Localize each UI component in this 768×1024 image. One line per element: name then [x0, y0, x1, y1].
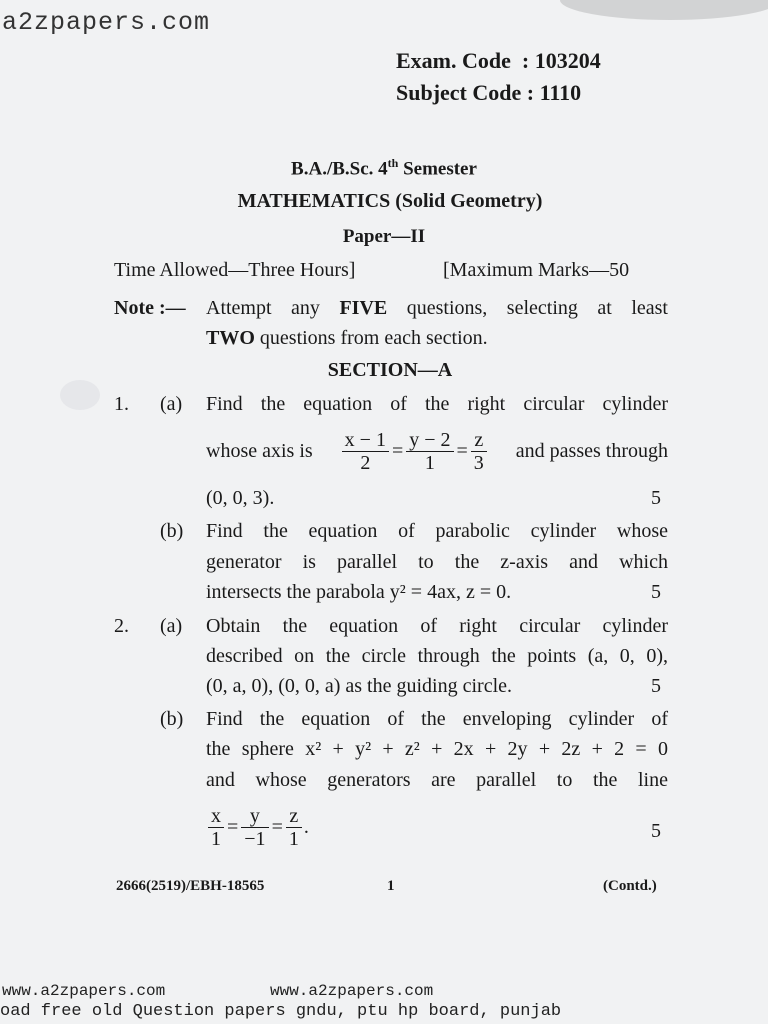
- footer-contd: (Contd.): [603, 878, 657, 894]
- fraction: [406, 429, 453, 474]
- q2b-label: (b): [160, 708, 184, 730]
- q1a-line-2: [206, 429, 668, 474]
- note-line-2: [206, 327, 488, 350]
- equals-sign: =: [271, 816, 283, 838]
- note-five: FIVE: [339, 297, 388, 319]
- q1a-axis-text: whose axis is: [206, 440, 313, 462]
- watermark-bottom-left: www.a2zpapers.com: [2, 982, 166, 1000]
- fraction-numerator: x: [208, 805, 224, 828]
- q2b-line-1: Find the equation of the enveloping cylinder of: [206, 708, 668, 730]
- course-sup: th: [387, 156, 399, 170]
- q1b-label: (b): [160, 520, 184, 542]
- fraction-denominator: −1: [244, 828, 266, 850]
- note-text: questions, selecting at least: [387, 297, 668, 319]
- q2a-line-1: Obtain the equation of right circular cylinder: [206, 615, 668, 637]
- fraction-denominator: 1: [288, 828, 299, 850]
- equals-sign: =: [456, 440, 468, 462]
- equation-period: .: [303, 816, 309, 838]
- q1a-passes-text: and passes through: [515, 440, 668, 462]
- q1b-line-2: generator is parallel to the z-axis and which: [206, 551, 668, 573]
- q1a-line-1: Find the equation of the right circular cylinder: [206, 393, 668, 415]
- fraction-denominator: 1: [424, 452, 435, 474]
- note-text: Attempt any: [206, 297, 340, 319]
- fraction: [241, 805, 268, 850]
- footer-page-number: 1: [387, 878, 395, 894]
- fraction-denominator: 1: [211, 828, 221, 850]
- course-title: [0, 156, 768, 180]
- fraction-numerator: z: [471, 429, 487, 452]
- q1b-line-1: Find the equation of parabolic cylinder whose: [206, 520, 668, 542]
- q2a-line-2: described on the circle through the points (a, 0, 0),: [206, 645, 668, 667]
- paper-title: Paper—II: [342, 226, 426, 247]
- q2a-label: (a): [160, 615, 183, 637]
- q1-number: 1.: [114, 393, 129, 415]
- equals-sign: =: [227, 816, 239, 838]
- fraction-numerator: z: [286, 805, 302, 828]
- note-label: Note :—: [114, 297, 186, 319]
- q1a-marks: 5: [651, 487, 661, 509]
- q1a-line-3: (0, 0, 3).: [206, 487, 275, 509]
- watermark-top: a2zpapers.com: [2, 8, 211, 37]
- q2b-marks: 5: [651, 820, 661, 842]
- q2-number: 2.: [114, 615, 129, 637]
- subject-code: Subject Code : 1110: [396, 80, 582, 105]
- q1a-label: (a): [160, 393, 183, 415]
- q2b-line-3: and whose generators are parallel to the line: [206, 769, 668, 791]
- q1a-axis-equation: [340, 429, 489, 474]
- fraction-denominator: 2: [360, 452, 371, 474]
- note-text: questions from each section.: [254, 327, 488, 349]
- course-suffix: Semester: [398, 158, 477, 180]
- q2b-line-2: the sphere x² + y² + z² + 2x + 2y + 2z + 2 = 0: [206, 738, 668, 760]
- q1b-marks: 5: [651, 581, 661, 603]
- paper-shadow: [560, 0, 768, 20]
- fraction: [286, 805, 302, 850]
- fraction-denominator: 3: [473, 452, 484, 474]
- exam-code: Exam. Code : 103204: [396, 48, 601, 73]
- course-prefix: B.A./B.Sc. 4: [291, 158, 388, 180]
- note-line-1: [206, 297, 668, 320]
- watermark-bottom-strip: oad free old Question papers gndu, ptu hp board, punjab: [0, 1002, 562, 1021]
- q1b-line-3: intersects the parabola y² = 4ax, z = 0.: [206, 581, 512, 603]
- time-allowed: Time Allowed—Three Hours]: [114, 259, 356, 281]
- fraction: [208, 805, 224, 850]
- fraction: [342, 429, 389, 474]
- fraction-numerator: y: [241, 805, 268, 828]
- section-heading: SECTION—A: [327, 359, 453, 381]
- fraction: [471, 429, 487, 474]
- fraction-numerator: y − 2: [406, 429, 453, 452]
- maximum-marks: [Maximum Marks—50: [443, 259, 630, 281]
- subject-title: MATHEMATICS (Solid Geometry): [237, 190, 543, 212]
- paper-shadow: [60, 380, 100, 410]
- footer-code: 2666(2519)/EBH-18565: [116, 878, 265, 894]
- q2a-marks: 5: [651, 675, 661, 697]
- note-two: TWO: [206, 327, 255, 349]
- fraction-numerator: x − 1: [342, 429, 389, 452]
- q2a-line-3: (0, a, 0), (0, 0, a) as the guiding circle.: [206, 675, 513, 697]
- equals-sign: =: [391, 440, 404, 462]
- watermark-bottom-center: www.a2zpapers.com: [270, 982, 434, 1000]
- q2b-line-equation: [206, 805, 309, 850]
